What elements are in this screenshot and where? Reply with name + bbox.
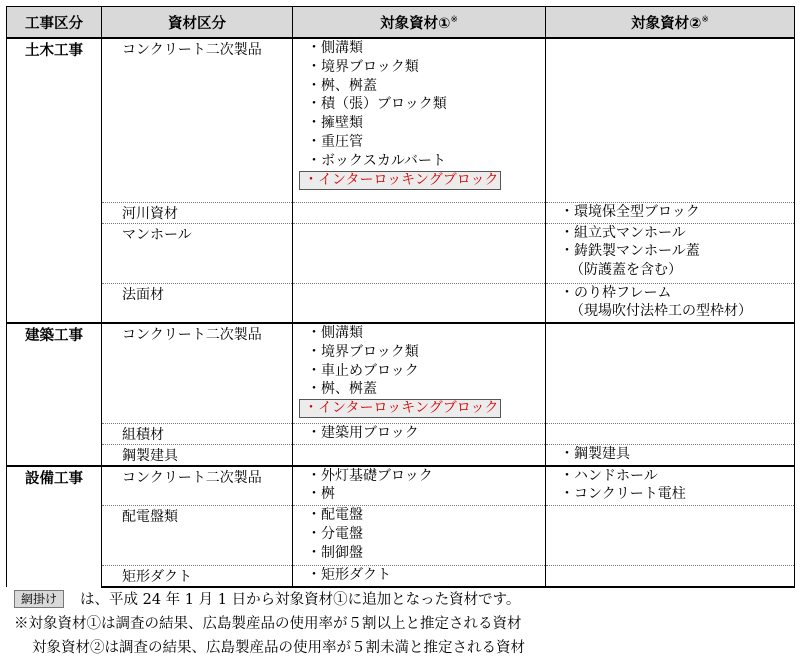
table-row [7,444,795,466]
material-label: マンホール [122,226,192,243]
list-item: ・建築用ブロック [307,424,419,441]
list-item: ・擁壁類 [307,115,363,132]
list-item: ・鋼製建具 [560,445,630,462]
table-row [7,283,795,323]
table-row [7,566,795,588]
list-item: ・ボックスカルバート [307,152,446,169]
material-label: 鋼製建具 [122,447,178,464]
list-item: ・桝、桝蓋 [307,381,377,398]
list-item: ・鋳鉄製マンホール蓋 [560,243,700,260]
list-item: ・積（張）ブロック類 [307,96,447,113]
target2-list [546,284,794,322]
table-row [7,38,795,202]
materials-table [6,6,795,588]
list-item: ・桝、桝蓋 [307,77,377,94]
list-item: ・配電盤 [307,507,363,523]
material-label: コンクリート二次製品 [122,469,262,486]
target1-list [293,506,545,562]
target1-list [293,324,545,418]
header-material-category: 資材区分 [102,7,293,39]
footnote-text: は、平成 24 年 1 月 1 日から対象資材①に追加となった資材です。 [80,592,521,608]
list-item: ・環境保全型ブロック [560,203,700,220]
list-item: ・組立式マンホール [560,224,686,241]
table-row [7,506,795,566]
list-item: ・境界ブロック類 [307,343,419,360]
footnote-target2: 対象資材②は調査の結果、広島製産品の使用率が５割未満と推定される資材 [32,640,525,656]
target2-list [546,224,794,280]
table-row [7,323,795,423]
list-item: ・側溝類 [307,325,363,341]
list-item: ・のり枠フレーム [560,284,672,301]
table-header-row [7,7,795,39]
material-label: コンクリート二次製品 [122,327,262,343]
table-row [7,466,795,506]
category-equipment: 設備工事 [7,466,102,588]
highlighted-item: ・インターロッキングブロック [299,399,501,418]
target2-list [546,467,794,505]
table-row [7,223,795,283]
list-item: ・車止めブロック [307,362,419,379]
list-item: ・外灯基礎ブロック [307,467,433,484]
list-item: ・矩形ダクト [307,567,391,583]
material-label: 矩形ダクト [122,569,192,585]
target1-list [293,39,545,190]
footnote-target1: ※対象資材①は調査の結果、広島製産品の使用率が５割以上と推定される資材 [14,616,522,632]
footnote-highlight-legend [6,588,794,612]
category-civil: 土木工事 [7,38,102,323]
header-target-material-2: 対象資材②※ [546,7,795,39]
target1-list [293,467,545,505]
list-item: ・桝 [307,486,335,503]
list-item: ・境界ブロック類 [307,58,419,75]
material-label: コンクリート二次製品 [122,42,262,58]
header-target-material-1: 対象資材①※ [293,7,546,39]
shading-badge: 網掛け [14,590,64,608]
highlighted-item: ・インターロッキングブロック [299,171,501,190]
category-building: 建築工事 [7,323,102,466]
table-row [7,202,795,223]
list-item: （現場吹付法枠工の型枠材） [570,303,752,320]
list-item: ・重圧管 [307,133,363,150]
footnotes [6,588,794,660]
list-item: ・コンクリート電柱 [560,486,686,503]
material-label: 法面材 [122,286,164,303]
header-work-category: 工事区分 [7,7,102,39]
material-label: 配電盤類 [122,509,178,525]
table-row [7,423,795,444]
material-label: 組積材 [122,426,164,443]
list-item: ・分電盤 [307,525,363,542]
list-item: ・制御盤 [307,544,363,561]
list-item: （防護蓋を含む） [570,262,682,279]
list-item: ・ハンドホール [560,467,658,484]
material-label: 河川資材 [122,205,178,222]
list-item: ・側溝類 [307,40,363,56]
